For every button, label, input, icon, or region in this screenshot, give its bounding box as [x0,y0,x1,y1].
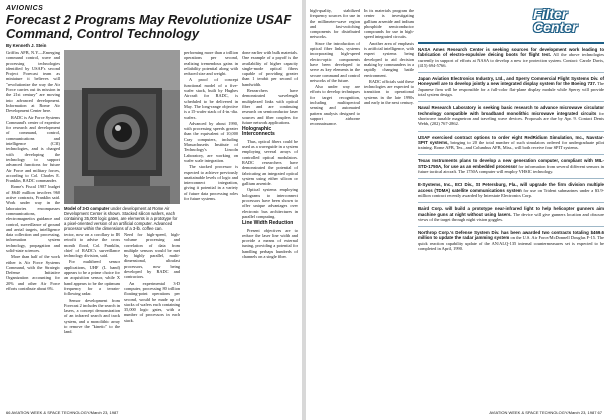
paragraph: tector, now on a corollary to IR retrofit to advise the cross month flood, Col. Franklin, chief of RADC's surveillance technology division, said. [64,232,120,259]
photo-caption [64,206,180,231]
caption-text: under development at Rome Air Development Center is shown. Stacked silicon wafers, each containing 35,000 logic gates, are elements in a prototype for a pixel-oriented version of an artificial computer. Advanced processor within the dimensions of a 3-lb. coffee can. [64,206,178,231]
article-column-1 [6,50,60,405]
paragraph: RADC is Air Force Systems Command's center of expertise for research and development of command, control, communications and intelligence (C3I) technologies, and is charged with developing the technology to support advanced functions for future Air Force and military forces, according to Col. Charles E. Franklin, RADC commander. [6,114,60,184]
caption-lead: Model of 3-D computer [64,206,110,211]
page-footer-right: AVIATION WEEK & SPACE TECHNOLOGY/March 23, 1987 67 [489,410,602,415]
paragraph: Present objectives are to reduce the laser line width and provide a means of external tuning, providing a potential for handling perhaps hundreds of channels on a single fiber. [242,227,298,259]
divider [418,131,604,132]
left-page [0,0,302,420]
photo-illustration [64,50,180,204]
subhead-line-width: Line Width Reduction [242,220,294,227]
news-item: Northrop Corp.'s Defense System Div. has been awarded two contracts totaling $469.6 million to update the radar jamming system on the U.S. Air Force/McDonnell Douglas F-15. The quick reaction capability update of the AN/ALQ-135 internal countermeasures set is expected to be completed in April, 1990. [418,230,604,252]
divider [418,154,604,155]
article-column-3 [124,232,180,405]
paragraph: Also under way are efforts to develop techniques for target recognition, including multispectral sensing and automated pattern analysis designed to support airborne reconnaissance. [310,84,360,127]
divider [418,72,604,73]
paragraph: An experimental 3-D computer, processing 80 trillion floating-point operations per second, would be made up of stacks of wafers each containing 35,000 logic gates, with a number of processors in each stack. [124,280,180,323]
news-item: Baird Corp. will build a prototype near-infrared light to help helicopter gunners aim machine guns at night without using lasers. The device will give gunners location and obscure views of the target through night vision goggles. [418,206,604,222]
divider [418,226,604,227]
paragraph: Researchers have demonstrated wavelength multiplexed links with optical fiber and are continuing research on semiconductor laser sources and fiber couplers for future network applications. [242,88,298,125]
filter-center-box [418,42,604,408]
paragraph: More than half of the work either is Air Force Systems Command, with the Strategic Defense Initiative Organization accounting for 20% and other Air Force efforts contribute about 6%. [6,254,60,292]
news-item: Japan Aviation Electronics Industry, Ltd., and Sperry Commercial Flight Systems Div. of Honeywell are to develop jointly a new integrated display system for the Boeing 737. The Japanese firm will be responsible for a full-color flat-plane display module while Sperry will provide total system design. [418,76,604,98]
news-item: E-Systems, Inc., ECI Div., St Petersburg, Fla., will upgrade the firm division multiple access (TDMA) satellite communications system for use on Trident submarines under a $3.9-million contract recently awarded by Interstate Electronics Corp. [418,182,604,198]
paragraph: A proof of concept functional model of a five-wafer stack, built by Hughes Aircraft for RADC, is scheduled to be delivered in May. The long-range objective is a 15-wafer stack of 4-in.-dia. wafers. [184,77,238,120]
paragraph: Since the introduction of optical fiber links, systems incorporating high-speed electro-optic components have been developed to serve as key elements in the secure command and control networks of the future. [310,40,360,83]
news-item: Texas Instruments plans to develop a new generation computer, compliant with MIL-STD-1750A, for use as an embedded processor for information from several different sensors in future tactical aircraft. The 1750A computer will employ VHSIC technology. [418,158,604,175]
paragraph: Rome's Fiscal 1987 budget of $640 million involves 960 active contracts, Franklin said. Work under way in the laboratories encompasses communications, electromagnetics guidance and control, surveillance of ground and aerial targets, intelligence data collection and processing, information system technology, propagation and solid-state sciences. [6,184,60,253]
page-footer-left: 66 AVIATION WEEK & SPACE TECHNOLOGY/March 23, 1987 [6,410,119,415]
news-item: USAF exercised contract options to order eight RedRidium Simulation, Inc., Navstar-SPIT systems, bringing to 20 the total number of such simulators ordered for undergraduate pilot training. Rome AFB, Tex., and Columbus AFB, Miss., will both receive four SPIT systems. [418,134,604,151]
divider [418,202,604,203]
computer-model-photo [64,50,180,204]
paragraph: done earlier with bulk materials. One example of a payoff is the availability of higher capacity single-mode optical fibers capable of providing greater than 1 terabit per second of bandwidth. [242,50,298,87]
section-tag: AVIONICS [6,5,44,12]
right-column-2 [364,8,414,406]
paragraph: Optical systems employing holograms to interconnect processors have been shown to offer unique advantages over electronic bus architectures in parallel computing. [242,187,298,219]
filter-center-logo: Filter Center [533,6,578,35]
paragraph: Thus, optical fibers could be used as a waveguide in a system employing several arrays of controlled optical modulators. RADC researchers have demonstrated the potential of fabricating an integrated optical system using either silicon or gallium arsenide. [242,138,298,187]
right-page [306,0,608,420]
byline: By Kenneth J. Stein [6,43,47,48]
news-item: Naval Research Laboratory is seeking basic research to advance microwave circulator technology compatible with broadband monolithic microwave integrated circuits for shortwave tunable magnetron and traveling wave devices. Proposals are due by Apr. 9. Contact Denis Webb, (202) 767-2862. [418,105,604,127]
paragraph: high-quality, stabilized frequency sources for use in the millimeter-wave region and fast-switching components for distributed networks. [310,8,360,40]
paragraph: The stacked processor is expected to achieve previously unattainable levels of logic and interconnect integration, giving it potential in a variety of future data processing roles for future systems. [184,164,238,202]
article-column-2 [64,232,120,405]
article-column-5 [242,50,298,405]
divider [418,178,604,179]
paragraph: For multibeed sensor applications, UHF (L band) appears to be a prime choice for an acquisition sensor, while X band appears to be the optimum frequency for a terrain-following radar. [64,259,120,297]
paragraph: Advanced by about 1990, with processing speeds greater than the equivalent of 10,000 Cray computers, including Massachusetts Institute of Technology's Lincoln Laboratory, are working on wafer scale integration. [184,120,238,163]
subhead-holographic: Holographic Interconnects [242,126,275,138]
paragraph: Another area of emphasis is artificial intelligence, with expert systems being developed to aid decision making by commanders in a rapidly changing battle environment. [364,40,414,78]
paragraph: RADC officials said these technologies are expected to transition to operational systems in the late 1990s and early in the next century. [364,78,414,106]
paragraph: performing more than a trillion operations per second, realizing tremendous gains in reliability potential along with reduced size and weight. [184,50,238,77]
paragraph: Sensor development from Forecast 2 includes the search in lasers, a concept demonstration of an infrared search and track system, and a monolithic array to remove the "kinetic" to the land. [64,297,120,335]
article-column-4 [184,50,238,405]
right-column-1 [310,8,360,406]
news-item: NASA Ames Research Center is seeking sources for development work leading to fabrication of electro-expulsive deicing boots for flight test. All the above technologies currently in support of efforts at NASA to develop a new ice protection system. Contact: Carole Davis, (415) 694-5766. [418,47,604,68]
paragraph: Griffiss AFB, N.Y.—Emerging command control, wave and processing technologies identified by USAF's second Project Forecast team as miniature it believes will "revolutionize the way the Air Force carries out its mission in the 21st century" are moving into advanced development. Information at Rome Air Development Center here. [6,50,60,114]
paragraph: Need for high-speed, high-volume processing and correlation of data from multiple sensors would be met by highly parallel, multi-dimensional, ultrafast processors, now being developed by RADC and contractors. [124,232,180,280]
article-headline: Forecast 2 Programs May Revolutionize USAF Command, Control Technology [6,12,292,41]
paragraph: In its materials program the center is investigating gallium arsenide and indium phosphide semiconductor compounds for use in high-speed integrated circuits. [364,8,414,40]
divider [418,101,604,102]
